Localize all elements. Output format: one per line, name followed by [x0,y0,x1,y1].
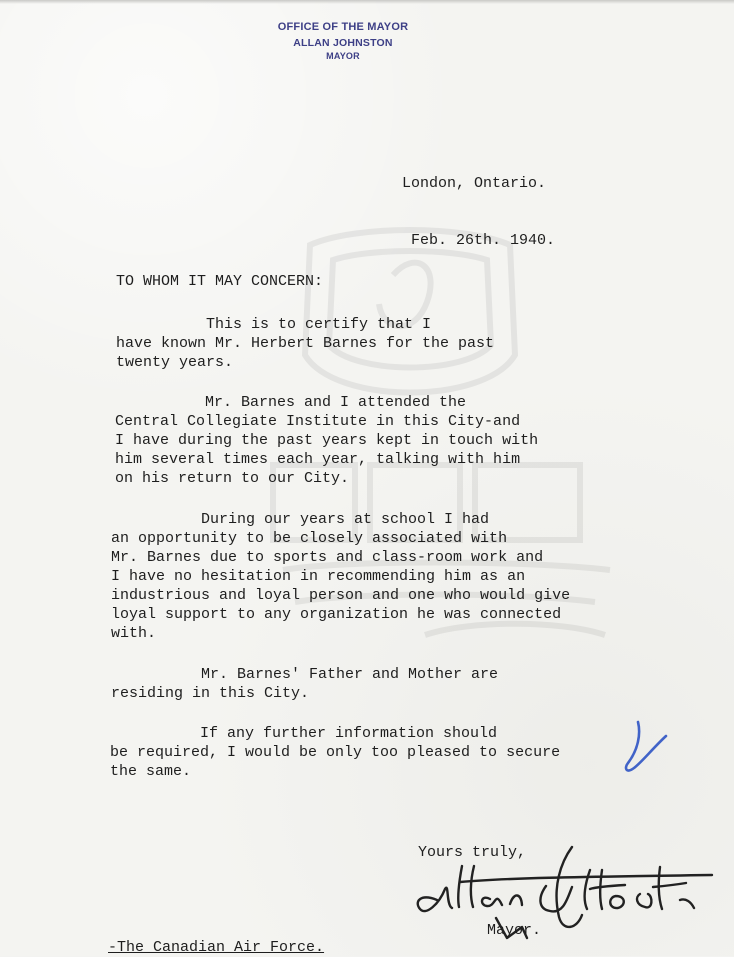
salutation: TO WHOM IT MAY CONCERN: [116,273,324,290]
paragraph-5: If any further information should be required, I would be only too pleased to secure the same. [110,725,561,780]
scan-top-edge [0,0,734,4]
mayor-role-header: MAYOR [326,51,360,62]
paragraph-1: This is to certify that I have known Mr. Herbert Barnes for the past twenty years. [116,316,495,371]
recipient-text: -The Canadian Air Force. [108,939,325,956]
paragraph-3: During our years at school I had an opportunity to be closely associated with Mr. Barnes due to sports and class-room work and I have no hesitation in recommending him as an industrious and loyal person and one who would give loyal support to any organization he was connected with. [111,511,571,642]
handwritten-signature [412,842,717,952]
office-title: OFFICE OF THE MAYOR [277,21,409,33]
dateline [402,136,555,288]
dateline-location: London, Ontario. [402,175,547,192]
mayor-name-header: ALLAN JOHNSTON [293,36,393,49]
letterhead [228,20,458,62]
closing: Yours truly, [418,844,527,861]
blue-ink-mark [616,718,674,778]
dateline-date: Feb. 26th. 1940. [411,232,556,249]
signature-title: Mayor. [487,922,542,939]
paragraph-4: Mr. Barnes' Father and Mother are residing in this City. [111,666,499,702]
paragraph-2: Mr. Barnes and I attended the Central Collegiate Institute in this City-and I have during the past years kept in touch with him several times each year, talking with him on his return to our City. [115,394,539,487]
recipient-line [108,938,324,957]
